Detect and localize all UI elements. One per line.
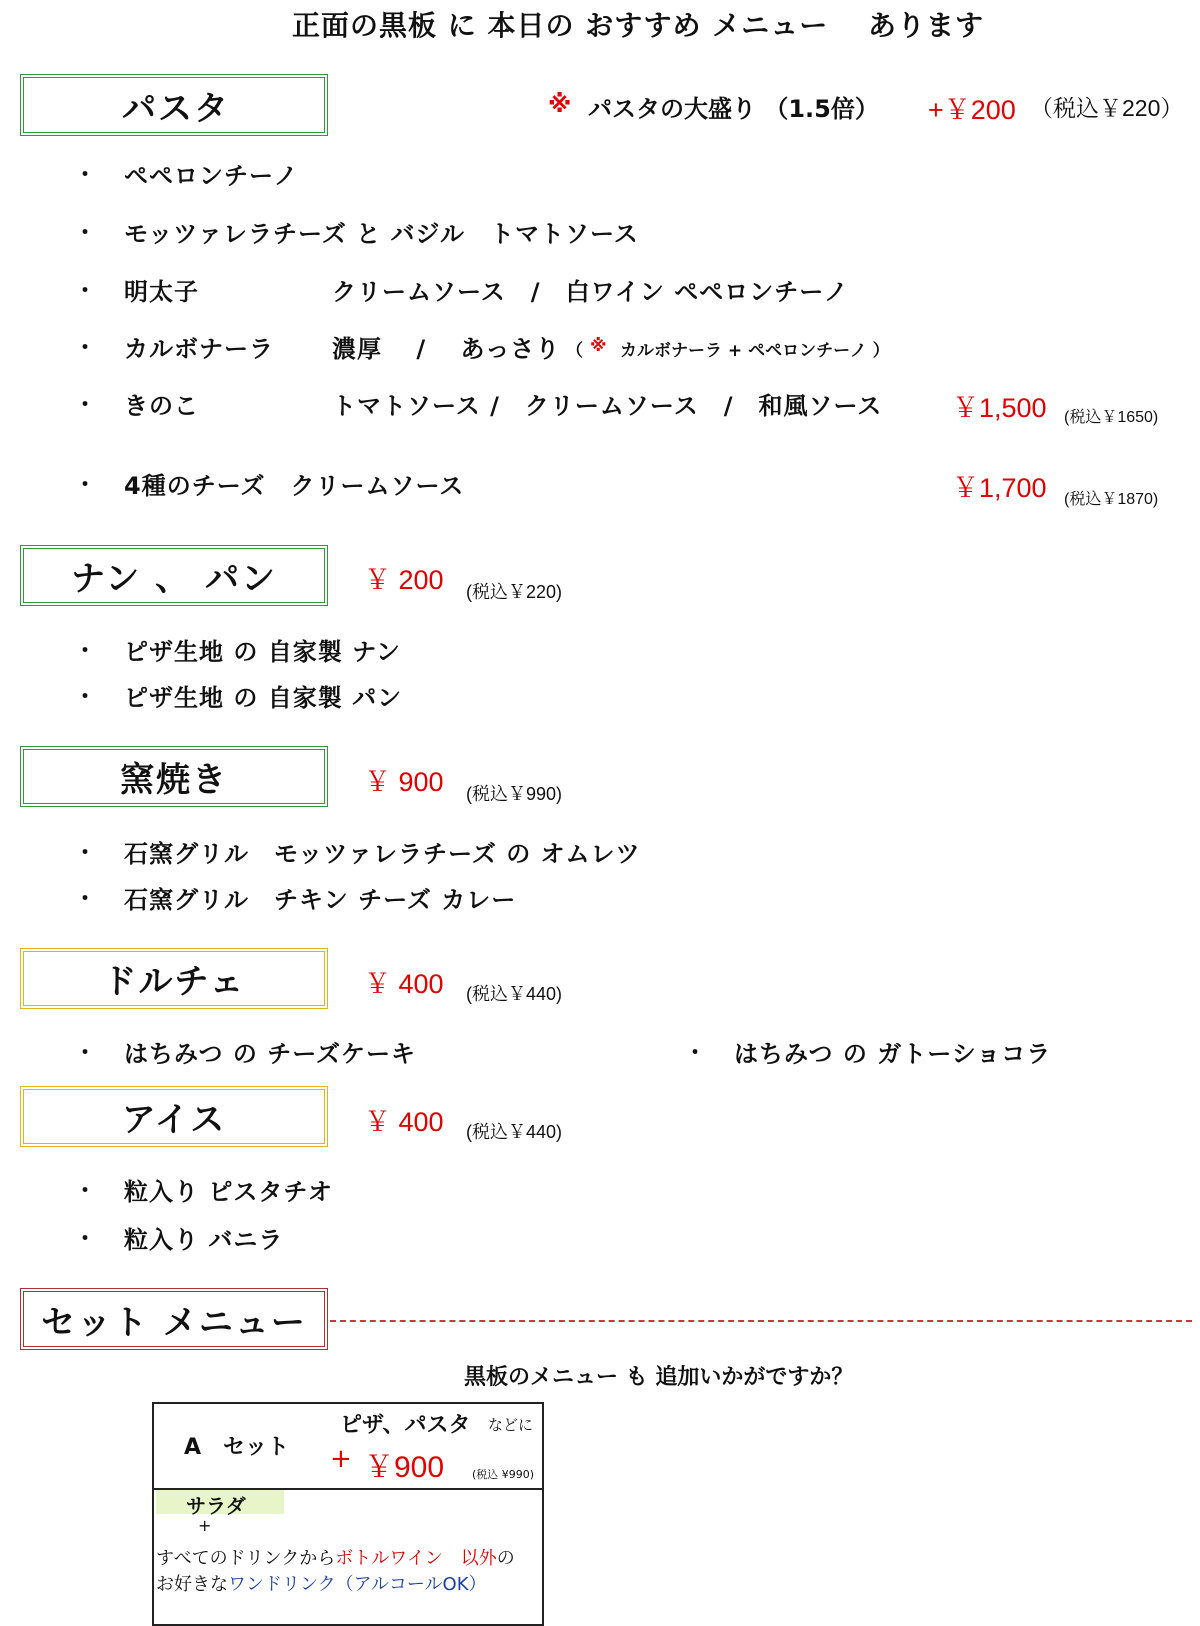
bullet: ・ bbox=[74, 1041, 97, 1066]
pasta-note-mark: ※ bbox=[548, 90, 572, 118]
naan-item-pan: ピザ生地 の 自家製 パン bbox=[124, 684, 403, 712]
pasta-note-tax: （税込￥220） bbox=[1030, 95, 1184, 121]
pasta-item-carbonara-note-text: カルボナーラ + ペペロンチーノ ） bbox=[620, 341, 890, 361]
bullet: ・ bbox=[74, 1227, 97, 1252]
ice-title: アイス bbox=[121, 1100, 227, 1140]
pasta-item-kinoko-options: トマトソース / クリームソース / 和風ソース bbox=[332, 392, 883, 420]
pasta-item-carbonara: カルボナーラ bbox=[124, 335, 274, 363]
set-a-drink-line2-b: ワンドリンク（アルコールOK） bbox=[228, 1574, 487, 1595]
pasta-item-mozzarella: モッツァレラチーズ と バジル トマトソース bbox=[124, 220, 639, 248]
kamayaki-category-box bbox=[20, 746, 328, 807]
set-menu-category-box bbox=[20, 1288, 328, 1350]
pasta-item-kinoko: きのこ bbox=[124, 392, 199, 420]
dolce-tax: (税込￥440) bbox=[466, 984, 563, 1004]
dolce-price: ￥ 400 bbox=[364, 969, 444, 999]
dolce-title: ドルチェ bbox=[102, 962, 246, 1002]
dolce-item-cheesecake: はちみつ の チーズケーキ bbox=[124, 1040, 417, 1068]
set-a-drink-line1-b: ボトルワイン 以外 bbox=[335, 1548, 497, 1569]
kamayaki-item-curry: 石窯グリル チキン チーズ カレー bbox=[124, 886, 517, 914]
set-a-drink-line1-c: の bbox=[496, 1548, 515, 1569]
bullet: ・ bbox=[74, 221, 97, 246]
set-a-box bbox=[152, 1402, 544, 1626]
pasta-tax-1870: (税込￥1870) bbox=[1064, 491, 1159, 508]
bullet: ・ bbox=[74, 887, 97, 912]
bullet: ・ bbox=[74, 841, 97, 866]
pasta-tax-1650: (税込￥1650) bbox=[1064, 409, 1159, 426]
pasta-item-mentaiko: 明太子 bbox=[124, 278, 199, 306]
kamayaki-title: 窯焼き bbox=[120, 760, 228, 800]
pasta-item-carbonara-options: 濃厚 / あっさり bbox=[332, 335, 561, 363]
ice-price: ￥ 400 bbox=[364, 1107, 444, 1137]
set-a-tax: (税込 ¥990) bbox=[472, 1468, 535, 1481]
pasta-item-peperoncino: ペペロンチーノ bbox=[124, 162, 299, 190]
page-header: 正面の黒板 に 本日の おすすめ メニュー あります bbox=[292, 9, 985, 42]
set-a-label: A セット bbox=[184, 1435, 290, 1460]
set-a-plus: + bbox=[330, 1444, 352, 1474]
bullet: ・ bbox=[74, 639, 97, 664]
naan-price: ￥ 200 bbox=[364, 565, 444, 595]
set-a-drink-line1-a: すべてのドリンクから bbox=[156, 1548, 336, 1569]
bullet: ・ bbox=[74, 1179, 97, 1204]
set-a-price: ￥900 bbox=[364, 1451, 445, 1484]
naan-item-naan: ピザ生地 の 自家製 ナン bbox=[124, 638, 401, 666]
bullet: ・ bbox=[684, 1041, 707, 1066]
set-a-drink-line2-a: お好きな bbox=[156, 1574, 228, 1595]
pasta-note-price: +￥200 bbox=[928, 95, 1016, 125]
set-a-target: ピザ、パスタ bbox=[340, 1413, 471, 1438]
kamayaki-tax: (税込￥990) bbox=[466, 784, 563, 804]
ice-category-box bbox=[20, 1086, 328, 1147]
kamayaki-item-omelette: 石窯グリル モッツァレラチーズ の オムレツ bbox=[124, 840, 641, 868]
ice-tax: (税込￥440) bbox=[466, 1122, 563, 1142]
naan-category-box bbox=[20, 545, 328, 606]
bullet: ・ bbox=[74, 163, 97, 188]
bullet: ・ bbox=[74, 336, 97, 361]
pasta-price-1700: ￥1,700 bbox=[952, 473, 1047, 503]
pasta-price-1500: ￥1,500 bbox=[952, 393, 1047, 423]
set-menu-question: 黒板のメニュー も 追加いかがですか？ bbox=[464, 1365, 854, 1390]
set-a-target-suffix: などに bbox=[488, 1416, 534, 1434]
dolce-category-box bbox=[20, 948, 328, 1009]
pasta-item-carbonara-note-mark: ※ bbox=[590, 336, 607, 356]
bullet: ・ bbox=[74, 393, 97, 418]
set-a-salad: サラダ bbox=[186, 1494, 246, 1518]
pasta-title: パスタ bbox=[122, 88, 230, 129]
dolce-item-gateau-chocolat: はちみつ の ガトーショコラ bbox=[734, 1040, 1052, 1068]
set-a-drink-line1 bbox=[156, 1544, 515, 1570]
pasta-item-carbonara-note-open: （ bbox=[566, 341, 583, 361]
pasta-category-box bbox=[20, 74, 328, 136]
set-a-drink-line2 bbox=[156, 1570, 487, 1596]
pasta-note-text: パスタの大盛り （1.5倍） bbox=[588, 95, 879, 123]
pasta-item-4cheese: 4種のチーズ クリームソース bbox=[124, 472, 465, 500]
naan-tax: (税込￥220) bbox=[466, 582, 563, 602]
set-a-plus2: + bbox=[198, 1516, 212, 1535]
bullet: ・ bbox=[74, 279, 97, 304]
naan-title: ナン 、 パン bbox=[71, 559, 277, 599]
bullet: ・ bbox=[74, 685, 97, 710]
ice-item-vanilla: 粒入り バニラ bbox=[124, 1226, 284, 1254]
bullet: ・ bbox=[74, 473, 97, 498]
set-menu-title: セット メニュー bbox=[41, 1302, 307, 1343]
kamayaki-price: ￥ 900 bbox=[364, 767, 444, 797]
ice-item-pistachio: 粒入り ピスタチオ bbox=[124, 1178, 333, 1206]
set-menu-dashed-divider bbox=[330, 1320, 1192, 1322]
pasta-item-mentaiko-options: クリームソース / 白ワイン ペペロンチーノ bbox=[332, 278, 849, 306]
